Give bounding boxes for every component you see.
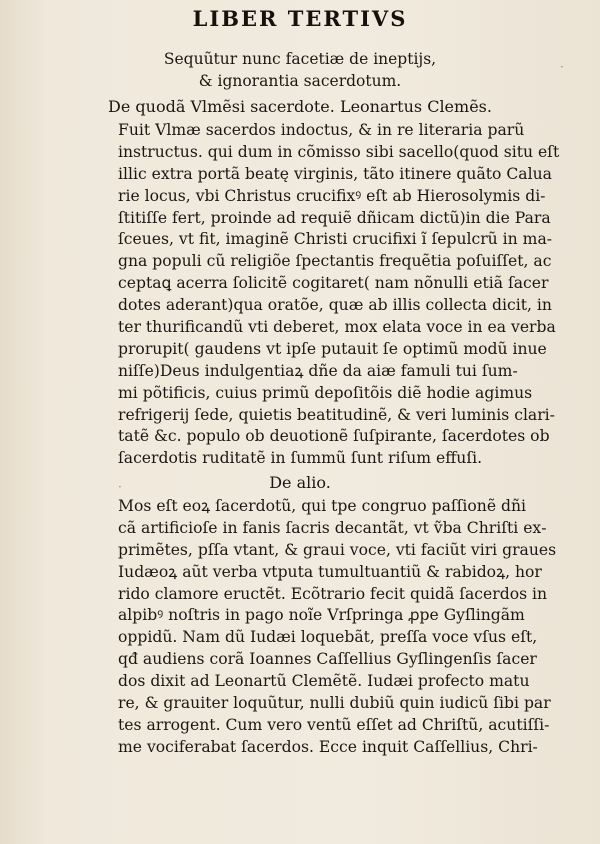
text-line: dotes aderant)qua oratõe, quæ ab illis collecta dicit, in	[118, 296, 552, 315]
section-heading-line-2: & ignorantia sacerdotum.	[198, 72, 402, 90]
text-line: cã artificioſe in fanis ſacris decantãt, vt ṽba Chriſti ex‑	[118, 518, 547, 537]
text-line: prorupit( gaudens vt ipſe putauit ſe optimũ modũ inue	[118, 339, 547, 358]
text-line: ter thurificandũ vti deberet, mox elata voce in ea verba	[118, 318, 556, 337]
text-line: ſtitiſſe fert, proinde ad requiẽ dñicam dictũ)in die Para	[118, 208, 551, 227]
text-line: oppidũ. Nam dũ Iudæi loquebãt, preſſa voce vſus eſt,	[118, 628, 538, 647]
margin-mark: ·	[118, 480, 122, 494]
text-line: Iudæoꝝ aũt verba vtputa tumultuantiũ & rabidoꝝ, hor	[118, 562, 542, 581]
text-line: Mos eſt eoꝝ ſacerdotũ, qui tpe congruo paſſionẽ dñi	[118, 497, 527, 515]
text-line: ſceues, vt fit, imaginẽ Christi crucifixi ĩ ſepulcrũ in ma‑	[118, 230, 553, 249]
text-line: Fuit Vlmæ sacerdos indoctus, & in re literaria parũ	[118, 121, 525, 139]
text-line: gna populi cũ religiõe ſpectantis frequẽtia poſuiſſet, ac	[118, 252, 552, 271]
text-line: instructus. qui dum in cõmisso sibi sacello(quod situ eſt	[118, 142, 560, 161]
text-line: dos dixit ad Leonartũ Clemẽtẽ. Iudæi profecto matu	[118, 672, 530, 691]
text-line: refrigerij ſede, quietis beatitudinẽ, & veri luminis clari‑	[118, 405, 555, 424]
section-heading-line-1: Sequũtur nunc facetiæ de ineptijs,	[163, 50, 437, 68]
text-line: illic extra portã beatę virginis, tãto itinere quãto Calua	[118, 164, 552, 183]
story-1-body	[118, 120, 568, 470]
text-line: niſſe)Deus indulgentiaꝝ dñe da aiæ famuli tui ſum‑	[118, 361, 518, 380]
text-line: alpibꝰ noſtris in pago noĩe Vrſpringa ꝓpe Gyſlingãm	[118, 606, 525, 625]
text-line: tatẽ &c. populo ob deuotionẽ ſuſpirante, ſacerdotes ob	[118, 427, 550, 446]
text-line: qđ audiens corã Ioannes Caſſellius Gyſlingenſis ſacer	[118, 650, 537, 669]
text-line: ceptaꝗ acerra ſolicitẽ cogitaret( nam nõnulli etiã ſacer	[118, 274, 549, 293]
text-line: re, & grauiter loquũtur, nulli dubiũ quin iudicũ ſibi par	[118, 694, 551, 713]
text-line: primẽtes, pſſa vtant, & graui voce, vti faciũt viri graues	[118, 540, 557, 559]
story-1-title: De quodã Vlmẽsi sacerdote. Leonartus Clemẽs.	[108, 97, 492, 116]
text-line: rie locus, vbi Christus crucifixꝰ eſt ab Hierosolymis di‑	[118, 186, 546, 205]
text-line: tes arrogent. Cum vero ventũ eſſet ad Chriſtũ, acutiſſi‑	[118, 715, 550, 734]
text-line: mi põtificis, cuius primũ depoſitõis diẽ hodie agimus	[118, 383, 533, 402]
margin-mark: ·	[560, 60, 564, 74]
text-line: rido clamore eructẽt. Ecõtrario fecit quidã ſacerdos in	[118, 584, 548, 603]
story-2-body	[118, 496, 568, 759]
text-line: ſacerdotis ruditatẽ in ſummũ ſunt riſum effuſi.	[118, 449, 483, 468]
running-head: LIBER TERTIVS	[192, 6, 408, 31]
story-2-title: De alio.	[269, 473, 331, 492]
text-line: me vociferabat ſacerdos. Ecce inquit Caſſellius, Chri‑	[118, 737, 538, 756]
